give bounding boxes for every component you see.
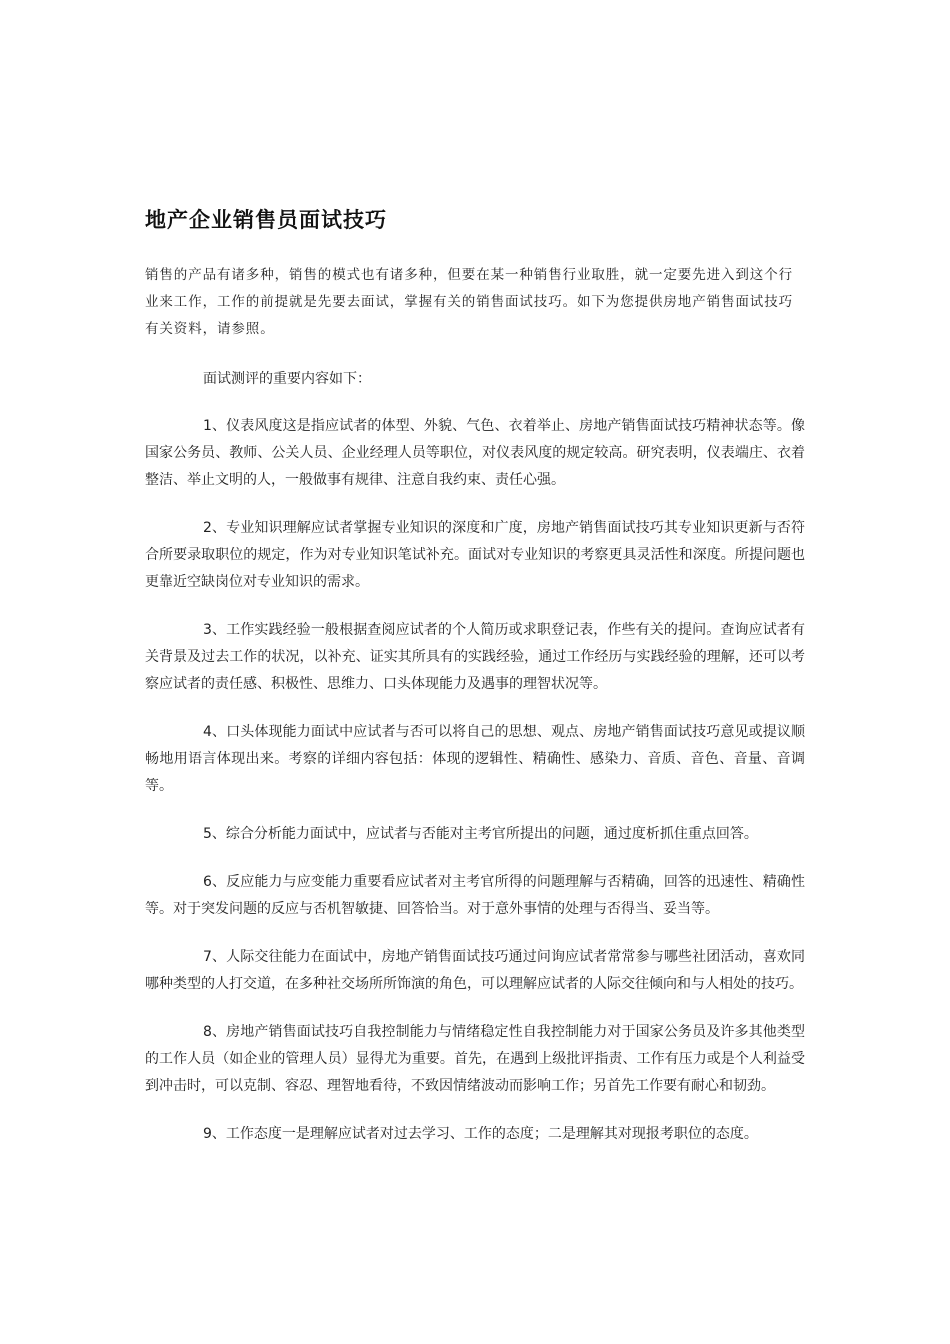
document-title: 地产企业销售员面试技巧 <box>145 208 387 232</box>
list-item-6: 6、反应能力与应变能力重要看应试者对主考官所得的问题理解与否精确，回答的迅速性、精确性等。对于突发问题的反应与否机智敏捷、回答恰当。对于意外事情的处理与否得当、妥当等。 <box>145 874 805 917</box>
list-item-2: 2、专业知识理解应试者掌握专业知识的深度和广度，房地产销售面试技巧其专业知识更新与否符合所要录取职位的规定，作为对专业知识笔试补充。面试对专业知识的考察更具灵活性和深度。所提问题也更靠近空缺岗位对专业知识的需求。 <box>145 520 805 590</box>
list-item-9: 9、工作态度一是理解应试者对过去学习、工作的态度；二是理解其对现报考职位的态度。 <box>203 1126 758 1142</box>
list-item-8: 8、房地产销售面试技巧自我控制能力与情绪稳定性自我控制能力对于国家公务员及许多其他类型的工作人员（如企业的管理人员）显得尤为重要。首先，在遇到上级批评指责、工作有压力或是个人利益受到冲击时，可以克制、容忍、理智地看待，不致因情绪波动而影响工作；另首先工作要有耐心和韧劲。 <box>145 1024 805 1094</box>
list-item-5: 5、综合分析能力面试中，应试者与否能对主考官所提出的问题，通过度析抓住重点回答。 <box>203 826 758 842</box>
section-heading: 面试测评的重要内容如下： <box>203 371 371 387</box>
list-item-3: 3、工作实践经验一般根据查阅应试者的个人简历或求职登记表，作些有关的提问。查询应试者有关背景及过去工作的状况，以补充、证实其所具有的实践经验，通过工作经历与实践经验的理解，还可以考察应试者的责任感、积极性、思维力、口头体现能力及遇事的理智状况等。 <box>145 622 805 692</box>
list-item-4: 4、口头体现能力面试中应试者与否可以将自己的思想、观点、房地产销售面试技巧意见或提议顺畅地用语言体现出来。考察的详细内容包括：体现的逻辑性、精确性、感染力、音质、音色、音量、音调等。 <box>145 724 805 794</box>
list-item-7: 7、人际交往能力在面试中，房地产销售面试技巧通过问询应试者常常参与哪些社团活动，喜欢同哪种类型的人打交道，在多种社交场所所饰演的角色，可以理解应试者的人际交往倾向和与人相处的技巧。 <box>145 949 805 992</box>
list-item-1: 1、仪表风度这是指应试者的体型、外貌、气色、衣着举止、房地产销售面试技巧精神状态等。像国家公务员、教师、公关人员、企业经理人员等职位，对仪表风度的规定较高。研究表明，仪表端庄、衣着整洁、举止文明的人，一般做事有规律、注意自我约束、责任心强。 <box>145 418 805 488</box>
document-body <box>145 366 805 1169</box>
intro-paragraph: 销售的产品有诸多种，销售的模式也有诸多种，但要在某一种销售行业取胜，就一定要先进入到这个行业来工作，工作的前提就是先要去面试，掌握有关的销售面试技巧。如下为您提供房地产销售面试技巧有关资料，请参照。 <box>145 267 793 337</box>
